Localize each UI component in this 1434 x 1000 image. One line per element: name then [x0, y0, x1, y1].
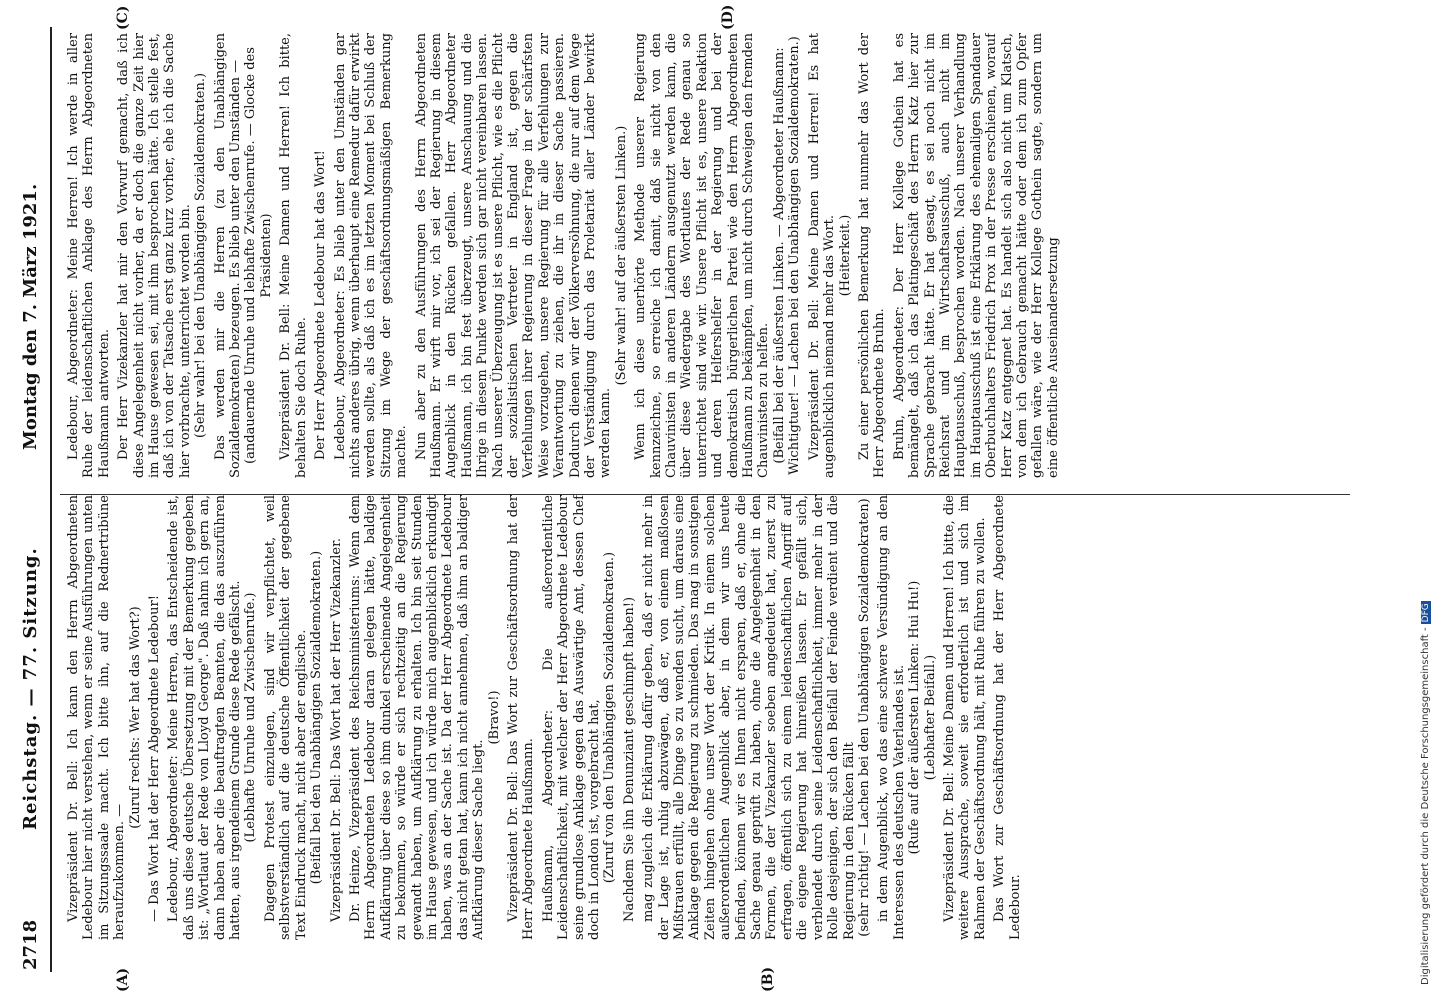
paragraph: Dagegen Protest einzulegen, sind wir verpflichtet, weil selbstverständlich auf die deutsche Öffentlichkeit der gegebene Text Eindruck macht, nicht aber der englische.	[262, 495, 309, 940]
margin-marker-d: (D)	[720, 4, 736, 30]
paragraph: Dr. Heinze, Vizepräsident des Reichsministeriums: Wenn dem Herrn Abgeordneten Ledebour daran gelegen hätte, baldige Aufklärung über diese so ihm dunkel erscheinende Angelegenheit zu bekommen, so würde er sich rechtzeitig an die Regierung gewandt haben, um Aufklärung zu erhalten. Ich bin seit Stunden im Hause gewesen, und ich würde mich augenblicklich erkundigt haben, was an der Sache ist. Da der Herr Abgeordnete Ledebour das nicht getan hat, kann ich nicht annehmen, daß ihm an baldiger Aufklärung dieser Sache liegt.	[347, 495, 487, 940]
page-number: 2718	[20, 919, 41, 970]
paragraph: (Rufe auf der äußersten Linken: Hui Hu!)	[907, 580, 923, 855]
paragraph: (Lebhafte Unruhe und Zwischenrufe.)	[243, 592, 259, 843]
paragraph: in dem Augenblick, wo das eine schwere Versündigung an den Interessen des deutschen Vaterlandes ist.	[876, 495, 907, 940]
paragraph: Der Herr Vizekanzler hat mir den Vorwurf gemacht, daß ich diese Angelegenheit nicht vorher, da er doch die ganze Zeit hier im Hause gewesen sei, mit ihm besprochen hätte. Ich stelle fest, daß ich von der Tatsache erst ganz kurz vorher, ehe ich die Sache hier vorbrachte, unterrichtet worden bin.	[116, 33, 193, 478]
paragraph: Vizepräsident Dr. Bell: Das Wort hat der Herr Vizekanzler.	[328, 537, 344, 922]
paragraph: (Zuruf rechts: Wer hat das Wort?)	[127, 606, 143, 829]
paragraph: Vizepräsident Dr. Bell: Meine Damen und Herren! Ich bitte, behalten Sie doch Ruhe.	[278, 33, 309, 478]
credit-text: Digitalisierung gefördert durch die Deutsche Forschungsgemeinschaft -	[1420, 627, 1431, 985]
paragraph: Der Herr Abgeordnete Ledebour hat das Wort!	[313, 150, 329, 460]
column-divider	[60, 494, 1350, 495]
paragraph: Vizepräsident Dr. Bell: Meine Damen und Herren! Es hat augenblicklich niemand mehr das Wort.	[806, 33, 838, 478]
paragraph: (Sehr wahr! auf der äußersten Linken.)	[613, 125, 629, 386]
paragraph: (Sehr wahr! bei den Unabhängigen Sozialdemokraten.)	[193, 72, 209, 439]
margin-marker-b: (B)	[760, 966, 776, 992]
paragraph: mag zugleich die Erklärung dafür geben, daß er nicht mehr in der Lage ist, ruhig abzuwägen, daß er, von einem maßlosen Mißtrauen erfüllt, alle Dinge so zu wenden sucht, um daraus eine Anklage gegen die Regierung zu schmieden. Das mag in sonstigen Zeiten hingehen ohne unser Wort der Kritik. In einem solchen außerordentlichen Augenblick aber, in dem wir uns heute befinden, können wir es Ihnen nicht ersparen, daß er, ohne die Sache genau geprüft zu haben, ohne die Angelegenheit in den Formen, die der Vizekanzler soeben angedeutet hat, zuerst zu erfragen, öffentlich sich zu einem leidenschaftlichen Angriff auf die eigene Regierung hat hinreißen lassen. Er gefällt sich, verblendet durch seine Leidenschaftlichkeit, immer mehr in der Rolle desjenigen, der sich den Beifall der Feinde verdient und die Regierung in den Rücken fällt	[641, 495, 857, 940]
session-date: Montag den 7. März 1921.	[20, 183, 41, 450]
paragraph: — Das Wort hat der Herr Abgeordnete Ledebour!	[147, 595, 163, 922]
left-column	[62, 495, 1352, 940]
header-rule	[50, 27, 52, 972]
paragraph: (Beifall bei der äußersten Linken. — Abgeordneter Haußmann: Wichtigtuer! — Lachen bei den Unabhängigen Sozialdemokraten.)	[771, 36, 803, 475]
paragraph: Ledebour, Abgeordneter: Meine Herren! Ich werde in aller Ruhe der leidenschaftlichen Anklage des Herrn Abgeordneten Haußmann antworten.	[66, 33, 112, 478]
paragraph: Vizepräsident Dr. Bell: Ich kann den Herrn Abgeordneten Ledebour hier nicht verstehen, wenn er seine Ausführungen unten im Sitzungssaale macht. Ich bitte ihn, auf die Rednertribüne heraufzukommen. —	[66, 495, 128, 940]
paragraph: (andauernde Unruhe und lebhafte Zwischenrufe. — Glocke des Präsidenten)	[243, 47, 274, 464]
paragraph: Nachdem Sie ihn Denunziant geschimpft haben!)	[621, 596, 637, 922]
running-title: Reichstag. — 77. Sitzung.	[20, 547, 41, 830]
paragraph: (Zuruf von den Unabhängigen Sozialdemokraten.)	[602, 551, 618, 884]
paragraph: (Bravo!)	[486, 690, 502, 745]
paragraph: (sehr richtig! — Lachen bei den Unabhängigen Sozialdemokraten)	[856, 498, 872, 937]
dfg-logo: DFG	[1421, 603, 1431, 623]
paragraph: Ledebour, Abgeordneter: Meine Herren, das Entscheidende ist, daß uns diese deutsche Übersetzung mit der Bemerkung gegeben ist: „Wortlaut der Rede von Lloyd George". Daß nahm ich gern an, dann haben aber die beauftragten Beamten, die das auszuführen hatten, aus irgendeinem Grunde diese Rede gefälscht.	[166, 495, 244, 940]
paragraph: (Lebhafter Beifall.)	[922, 654, 938, 781]
paragraph: Ledebour, Abgeordneter: Es blieb unter den Umständen gar nichts anderes übrig, wenn überhaupt eine Remedur dafür erwirkt werden sollte, als daß ich es im letzten Moment bei Schluß der Sitzung im Wege der geschäftsordnungsmäßigen Bemerkung machte.	[332, 33, 410, 478]
margin-marker-c: (C)	[115, 5, 131, 30]
margin-marker-a: (A)	[115, 967, 131, 992]
page-header	[20, 30, 46, 970]
digitization-credit	[1420, 601, 1431, 985]
paragraph: (Heiterkeit.)	[837, 214, 853, 297]
paragraph: Das Wort zur Geschäftsordnung hat der Herr Abgeordnete Ledebour.	[992, 495, 1023, 940]
paragraph: (Beifall bei den Unabhängigen Sozialdemokraten.)	[309, 550, 325, 885]
paragraph: Haußmann, Abgeordneter: Die außerordentliche Leidenschaftlichkeit, mit welcher der Herr Abgeordnete Ledebour seine grundlose Anklage gegen das Auswärtige Amt, dessen Chef doch in London ist, vorgebracht hat,	[540, 495, 602, 940]
paragraph: Zu einer persönlichen Bemerkung hat nunmehr das Wort der Herr Abgeordnete Bruhn.	[856, 33, 888, 478]
paragraph: Vizepräsident Dr. Bell: Das Wort zur Geschäftsordnung hat der Herr Abgeordnete Haußmann.	[505, 495, 537, 940]
paragraph: Nun aber zu den Ausführungen des Herrn Abgeordneten Haußmann. Er wirft mir vor, ich sei der Regierung in diesem Augenblick in den Rücken gefallen. Herr Abgeordneter Haußmann, ich bin fest überzeugt, unsere Anschauung und die Ihrige in diesem Punkte werden sich gar nicht vereinbaren lassen. Nach unserer Überzeugung ist es unsere Pflicht, wie es die Pflicht der sozialistischen Vertreter in England ist, gegen die Verfehlungen ihrer Regierung in dieser Frage in der schärfsten Weise vorzugehen, unsere Regierung für alle Verfehlungen zur Verantwortung zu ziehen, die ihr in dieser Sache passieren. Dadurch dienen wir der Völkerversöhnung, die nur auf dem Wege der Verständigung durch das Proletariat aller Länder bewirkt werden kann.	[413, 33, 614, 478]
paragraph: Wenn ich diese unerhörte Methode unserer Regierung kennzeichne, so erreiche ich damit, daß sie nicht von den Chauvinisten in anderen Ländern ausgenutzt werden kann, die über diese Wiedergabe des Wortlautes der Rede genau so unterrichtet sind wie wir. Unsere Pflicht ist es, unsere Reaktion und deren Helfershelfer in der Regierung und bei der demokratisch bürgerlichen Partei wie den Herrn Abgeordneten Haußmann zu bekämpfen, um nicht durch Schweigen den fremden Chauvinisten zu helfen.	[633, 33, 772, 478]
paragraph: Bruhn, Abgeordneter: Der Herr Kollege Gothein hat es bemängelt, daß ich das Platingeschäft des Herrn Katz hier zur Sprache gebracht hätte. Er hat gesagt, es sei noch nicht im Reichsrat und im Wirtschaftsausschuß, auch nicht im Hauptausschuß, besprochen worden. Nach unserer Verhandlung im Hauptausschuß ist eine Erklärung des ehemaligen Spandauer Oberbuchhalters Friedrich Prox in der Presse erschienen, worauf Herr Katz entgegnet hat. Es handelt sich also nicht um Klatsch, von dem ich Gebrauch gemacht hätte oder dem ich zum Opfer gefallen wäre, wie der Herr Kollege Gothein sagte, sondern um eine öffentliche Auseinandersetzung	[891, 33, 1061, 478]
paragraph: Das werden mir die Herren (zu den Unabhängigen Sozialdemokraten) bezeugen. Es blieb unter den Umständen —	[212, 33, 244, 478]
right-column	[62, 33, 1352, 478]
paragraph: Vizepräsident Dr. Bell: Meine Damen und Herren! Ich bitte, die weitere Aussprache, soweit sie erforderlich ist und sich im Rahmen der Geschäftsordnung hält, mit Ruhe führen zu wollen.	[941, 495, 988, 940]
